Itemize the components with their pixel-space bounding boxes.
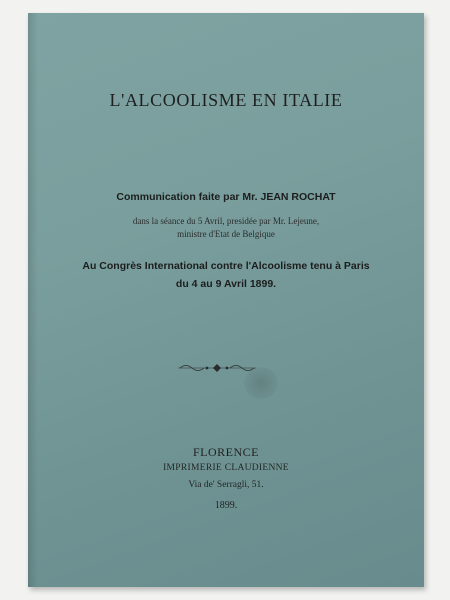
imprint-city: FLORENCE	[192, 445, 259, 459]
cover-title: L'ALCOOLISME EN ITALIE	[109, 90, 343, 110]
ornament-divider-icon	[176, 363, 258, 373]
congres-line-1: Au Congrès International contre l'Alcoolisme tenu à Paris	[82, 260, 370, 272]
paper-stain	[244, 367, 278, 399]
congres-line-2: du 4 au 9 Avril 1899.	[175, 278, 277, 290]
imprint-year: 1899.	[214, 500, 238, 511]
seance-line-2: ministre d'Etat de Belgique	[177, 229, 275, 239]
imprint-printer: IMPRIMERIE CLAUDIENNE	[163, 463, 289, 473]
seance-block	[28, 215, 424, 241]
congres-block	[28, 257, 424, 293]
imprint-address: Via de' Serragli, 51.	[188, 480, 264, 490]
seance-line-1: dans la séance du 5 Avril, presidée par Mr. Lejeune,	[132, 216, 320, 226]
pamphlet-cover	[28, 13, 424, 587]
communication-line: Communication faite par Mr. JEAN ROCHAT	[116, 191, 336, 203]
